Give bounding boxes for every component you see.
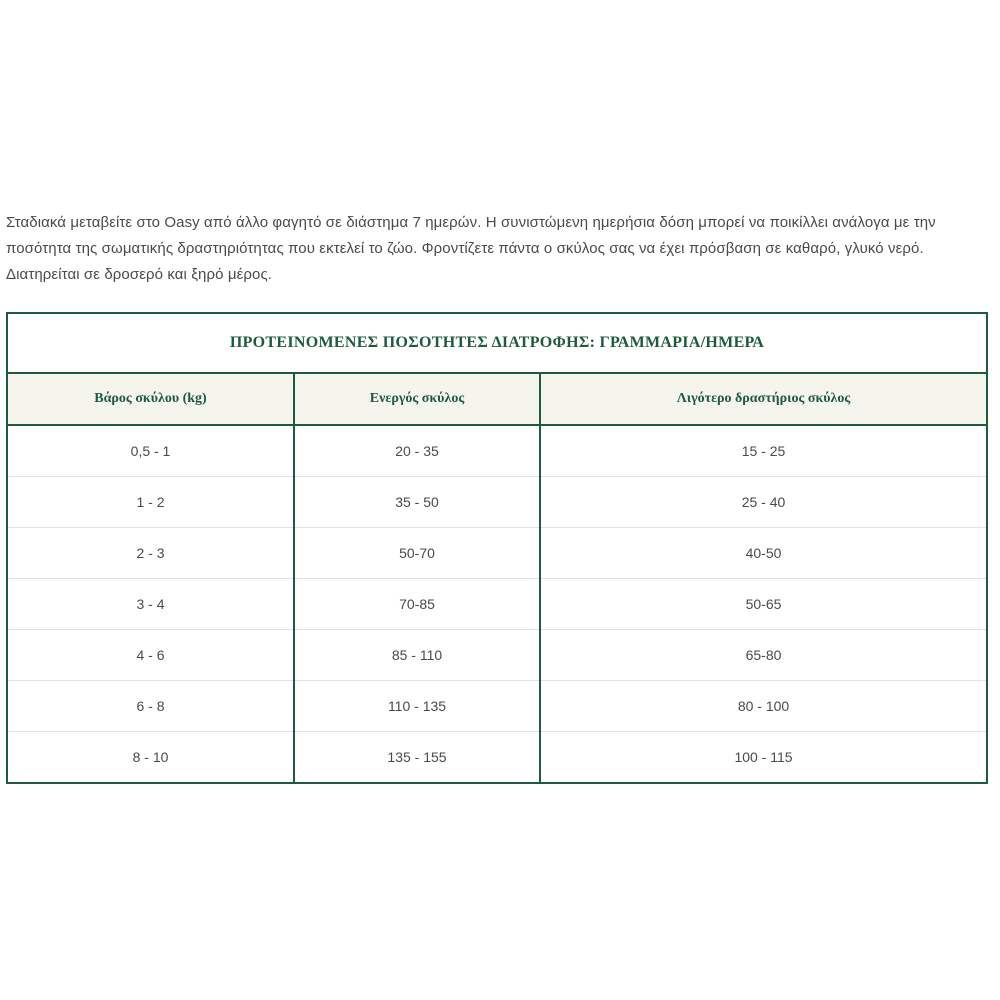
table-row: [7, 425, 987, 477]
table-row: [7, 630, 987, 681]
table-row: [7, 681, 987, 732]
column-header-less-active-dog: Λιγότερο δραστήριος σκύλος: [540, 373, 987, 425]
table-row: [7, 528, 987, 579]
table-header-row: [7, 373, 987, 425]
less-active-amount-cell: 50-65: [540, 579, 987, 630]
table-row: [7, 579, 987, 630]
less-active-amount-cell: 65-80: [540, 630, 987, 681]
active-amount-cell: 110 - 135: [294, 681, 540, 732]
less-active-amount-cell: 100 - 115: [734, 749, 793, 765]
less-active-amount-cell: 15 - 25: [540, 425, 987, 477]
weight-cell: 6 - 8: [7, 681, 294, 732]
table-row: [7, 477, 987, 528]
less-active-amount-cell: 25 - 40: [540, 477, 987, 528]
column-header-active-dog: Ενεργός σκύλος: [294, 373, 540, 425]
intro-paragraph: Σταδιακά μεταβείτε στο Oasy από άλλο φαγητό σε διάστημα 7 ημερών. Η συνιστώμενη ημερήσια δόση μπορεί να ποικίλλει ανάλογα με την ποσότητα της σωματικής δραστηριότητας που εκτελεί το ζώο. Φροντίζετε πάντα ο σκύλος σας να έχει πρόσβαση σε καθαρό, γλυκό νερό. Διατηρείται σε δροσερό και ξηρό μέρος.: [6, 214, 936, 283]
table-title-row: [7, 313, 987, 373]
active-amount-cell: 20 - 35: [294, 425, 540, 477]
weight-cell: 1 - 2: [7, 477, 294, 528]
active-amount-cell: 85 - 110: [294, 630, 540, 681]
active-amount-cell: 70-85: [294, 579, 540, 630]
weight-cell: 8 - 10: [7, 732, 294, 784]
less-active-amount-cell: 40-50: [540, 528, 987, 579]
less-active-amount-cell: 80 - 100: [540, 681, 987, 732]
column-header-weight: Βάρος σκύλου (kg): [7, 373, 294, 425]
table-title: ΠΡΟΤΕΙΝΟΜΕΝΕΣ ΠΟΣΟΤΗΤΕΣ ΔΙΑΤΡΟΦΗΣ: ΓΡΑΜΜΑΡΙΑ/ΗΜΕΡΑ: [7, 313, 987, 373]
weight-cell: 0,5 - 1: [7, 425, 294, 477]
active-amount-cell: 135 - 155: [294, 732, 540, 784]
active-amount-cell: 50-70: [294, 528, 540, 579]
weight-cell: 4 - 6: [7, 630, 294, 681]
active-amount-cell: 35 - 50: [294, 477, 540, 528]
table-row: [7, 732, 987, 784]
feeding-table: [6, 312, 988, 784]
weight-cell: 2 - 3: [7, 528, 294, 579]
weight-cell: 3 - 4: [7, 579, 294, 630]
